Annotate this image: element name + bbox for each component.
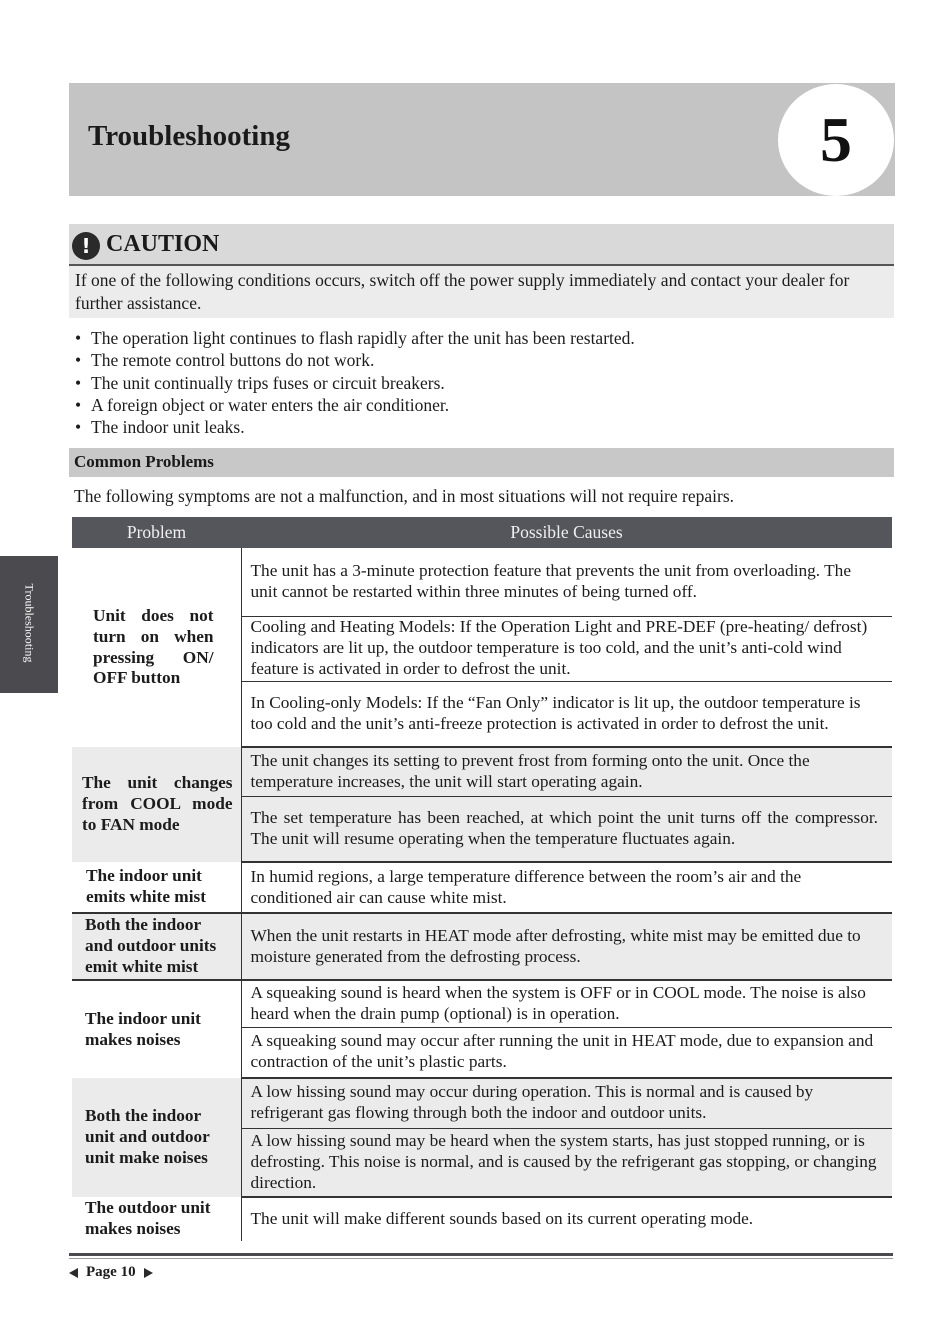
cause-cell: The set temperature has been reached, at which point the unit turns off the compressor. The unit will resume operating when the temperature fluctuates again.: [241, 796, 892, 862]
column-header-causes: Possible Causes: [241, 517, 892, 548]
cause-cell: A low hissing sound may be heard when the system starts, has just stopped running, or is defrosting. This noise is normal, and is caused by the refrigerant gas stopping, or changing direction.: [241, 1128, 892, 1197]
problem-cell: The indoor unit makes noises: [72, 980, 241, 1078]
cause-cell: The unit changes its setting to prevent frost from forming onto the unit. Once the temperature increases, the unit will start operating again.: [241, 747, 892, 796]
caution-bullet: • The unit continually trips fuses or circuit breakers.: [74, 372, 635, 394]
next-page-icon[interactable]: [144, 1268, 153, 1278]
page-title: Troubleshooting: [88, 120, 290, 152]
caution-bullet: • The indoor unit leaks.: [74, 416, 635, 438]
cause-cell: The unit has a 3-minute protection feature that prevents the unit from overloading. The unit cannot be restarted within three minutes of being turned off.: [241, 548, 892, 616]
caution-list: [74, 327, 635, 438]
page-number: Page 10: [86, 1264, 136, 1280]
caution-title: CAUTION: [106, 231, 220, 257]
common-problems-intro: The following symptoms are not a malfunction, and in most situations will not require repairs.: [74, 486, 735, 506]
cause-cell: Cooling and Heating Models: If the Operation Light and PRE-DEF (pre-heating/ defrost) indicators are lit up, the outdoor temperature is too cold, and the unit’s anti-cold wind feature is activated in order to defrost the unit.: [241, 616, 892, 681]
cause-cell: In humid regions, a large temperature difference between the room’s air and the conditioned air can cause white mist.: [241, 862, 892, 913]
caution-bullet: • A foreign object or water enters the air conditioner.: [74, 394, 635, 416]
problem-cell: The outdoor unit makes noises: [72, 1197, 241, 1241]
column-header-problem: Problem: [72, 517, 241, 548]
problem-cell: Both the indoor unit and outdoor unit make noises: [72, 1078, 241, 1197]
problem-cell: The unit changes from COOL mode to FAN mode: [72, 747, 241, 862]
troubleshooting-table: [72, 517, 892, 1241]
caution-intro: If one of the following conditions occurs, switch off the power supply immediately and contact your dealer for further assistance.: [69, 266, 894, 318]
common-problems-heading: Common Problems: [69, 448, 894, 477]
cause-cell: A squeaking sound is heard when the system is OFF or in COOL mode. The noise is also heard when the drain pump (optional) is in operation.: [241, 980, 892, 1027]
cause-cell: In Cooling-only Models: If the “Fan Only” indicator is lit up, the outdoor temperature is too cold and the unit’s anti-freeze protection is activated in order to defrost the unit.: [241, 681, 892, 747]
cause-cell: When the unit restarts in HEAT mode after defrosting, white mist may be emitted due to moisture generated from the defrosting process.: [241, 913, 892, 980]
side-tab-label: Troubleshooting: [22, 583, 37, 663]
chapter-number: 5: [778, 84, 894, 196]
cause-cell: The unit will make different sounds based on its current operating mode.: [250, 1209, 754, 1229]
exclamation-icon: !: [72, 232, 100, 260]
footer-rule: [69, 1253, 893, 1256]
problem-cell: Unit does not turn on when pressing ON/ OFF button: [72, 548, 241, 747]
caution-bullet: • The operation light continues to flash rapidly after the unit has been restarted.: [74, 327, 635, 349]
problem-cell: The indoor unit emits white mist: [72, 862, 241, 913]
problem-cell: Both the indoor and outdoor units emit white mist: [72, 913, 241, 980]
previous-page-icon[interactable]: [69, 1268, 78, 1278]
cause-cell: A low hissing sound may occur during operation. This is normal and is caused by refrigerant gas flowing through both the indoor and outdoor units.: [241, 1078, 892, 1128]
cause-cell: A squeaking sound may occur after running the unit in HEAT mode, due to expansion and contraction of the unit’s plastic parts.: [241, 1027, 892, 1078]
caution-bullet: • The remote control buttons do not work.: [74, 349, 635, 371]
footer-rule-thin: [69, 1258, 893, 1259]
page-navigation: [69, 1264, 153, 1281]
